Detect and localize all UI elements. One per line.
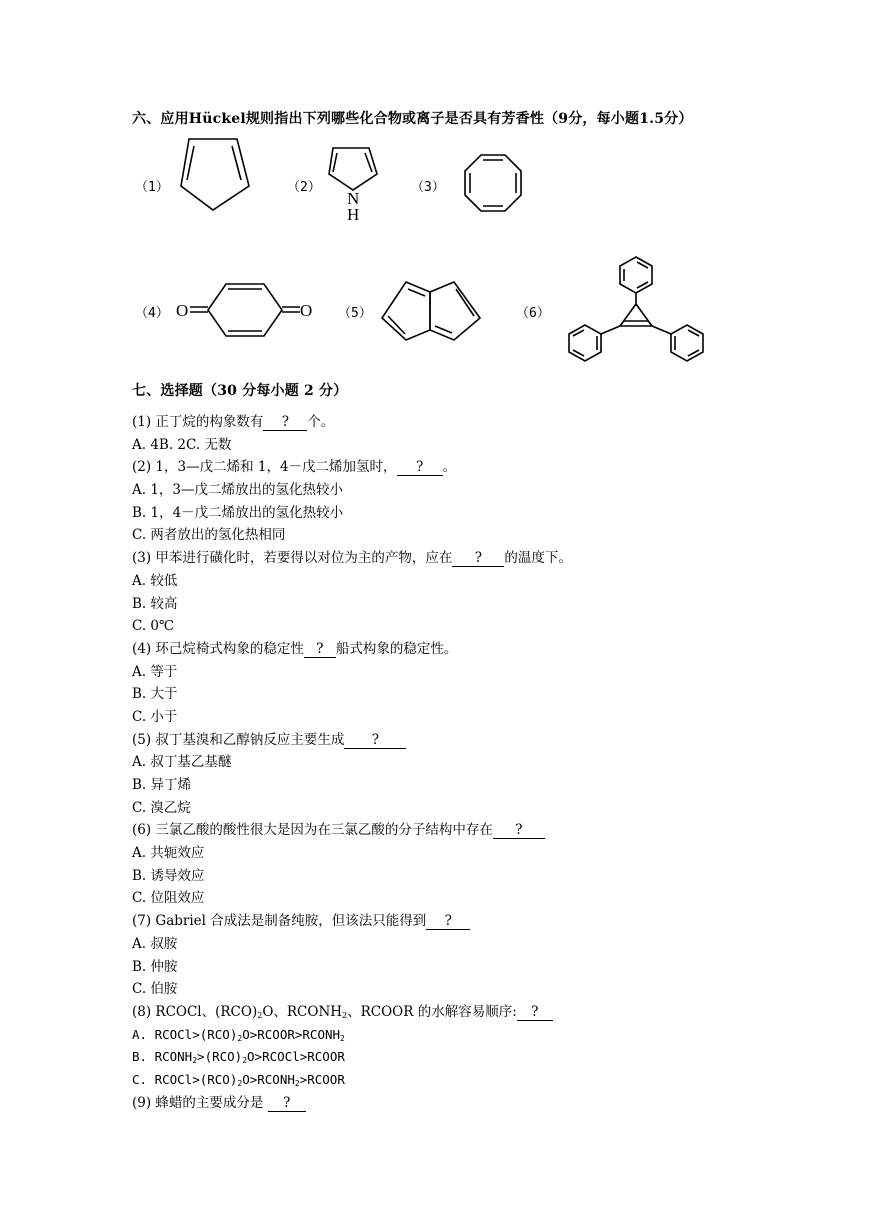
option-7b: B. 仲胺 — [132, 958, 178, 975]
answer-blank-8: ? — [517, 1004, 553, 1021]
question-2: (2) 1，3—戊二烯和 1，4－戊二烯加氢时， ? 。 — [132, 459, 457, 476]
question-6: (6) 三氯乙酸的酸性很大是因为在三氯乙酸的分子结构中存在 ? — [132, 819, 832, 842]
answer-blank-6: ? — [493, 822, 545, 839]
option-4a: A. 等于 — [132, 663, 178, 680]
question-8: (8) RCOCl、$(RCO)_2O$、$RCONH_2$、RCOOR 的水解容易顺序: ? — [132, 1001, 832, 1024]
option-8c: C. $RCOCl>(RCO)_2O>RCONH_2>RCOOR$ — [132, 1071, 345, 1088]
option-6a: A. 共轭效应 — [132, 845, 205, 862]
question-4: (4) 环己烷椅式构象的稳定性 ? 船式构象的稳定性。 — [132, 640, 458, 657]
question-1-options: A. 4B. 2C. 无数 — [132, 436, 232, 453]
option-3c: C. 0℃ — [132, 618, 175, 635]
option-2a: A. 1，3—戊二烯放出的氢化热较小 — [132, 482, 344, 499]
section7-heading: 七、选择题（30 分每小题 2 分） — [132, 383, 348, 399]
option-5b: B. 异丁烯 — [132, 777, 192, 793]
answer-blank-2: ? — [397, 459, 443, 476]
triphenylcyclopropenyl-structure — [556, 252, 716, 372]
option-7a: A. 叔胺 — [132, 935, 178, 952]
answer-blank-3: ? — [452, 550, 504, 567]
answer-blank-5: ? — [344, 732, 406, 749]
option-4c: C. 小于 — [132, 708, 178, 725]
question-1: (1) 正丁烷的构象数有 ? 个。 — [132, 414, 335, 430]
answer-blank-7: ? — [426, 913, 470, 930]
question-9: (9) 蜂蜡的主要成分是 ? — [132, 1092, 832, 1115]
section6-heading: 六、应用Hückel规则指出下列哪些化合物或离子是否具有芳香性（9分，每小题1.5分） — [132, 111, 693, 127]
question-7: (7) Gabriel 合成法是制备纯胺，但该法只能得到 ? — [132, 910, 832, 933]
option-8a: A. $RCOCl>(RCO)_2O>RCOOR>RCONH_2$ — [132, 1026, 345, 1043]
item-6-number: （6） — [516, 306, 550, 321]
item-2-number: （2） — [287, 180, 321, 195]
item-5-number: （5） — [338, 306, 372, 321]
pyrrole-structure — [325, 142, 385, 222]
option-8b: B. $RCONH_2>(RCO)_2O>RCOCl>RCOOR$ — [132, 1049, 345, 1066]
question-5: (5) 叔丁基溴和乙醇钠反应主要生成 ? — [132, 729, 832, 752]
answer-blank-4: ? — [304, 641, 336, 658]
question-3: (3) 甲苯进行磺化时，若要得以对位为主的产物，应在 ? 的温度下。 — [132, 550, 572, 567]
question-list — [132, 411, 832, 1114]
option-5c: C. 溴乙烷 — [132, 799, 191, 816]
option-7c: C. 伯胺 — [132, 981, 178, 998]
pyrrole-n-label: N — [347, 189, 360, 208]
quinone-o-left: O — [176, 301, 189, 320]
quinone-o-right: O — [300, 301, 313, 320]
item-4-number: （4） — [135, 306, 169, 321]
option-3a: A. 较低 — [132, 572, 178, 589]
structures-row-1 — [0, 130, 869, 230]
cyclooctatetraene-structure — [462, 152, 524, 214]
structures-row-2 — [0, 250, 869, 375]
option-3b: B. 较高 — [132, 595, 178, 612]
option-2b: B. 1，4－戊二烯放出的氢化热较小 — [132, 504, 344, 521]
item-3-number: （3） — [411, 180, 445, 195]
answer-blank-9: ? — [268, 1095, 306, 1112]
option-2c: C. 两者放出的氢化热相同 — [132, 527, 286, 544]
pyrrole-h-label: H — [347, 205, 360, 224]
item-1-number: （1） — [135, 180, 169, 195]
option-5a: A. 叔丁基乙基醚 — [132, 754, 232, 771]
answer-blank-1: ? — [263, 414, 307, 431]
benzoquinone-structure — [176, 280, 321, 340]
pentalene-structure — [378, 278, 488, 344]
option-4b: B. 大于 — [132, 686, 178, 703]
option-6c: C. 位阻效应 — [132, 890, 205, 907]
option-6b: B. 诱导效应 — [132, 867, 205, 884]
cyclopentadiene-structure — [175, 136, 255, 216]
